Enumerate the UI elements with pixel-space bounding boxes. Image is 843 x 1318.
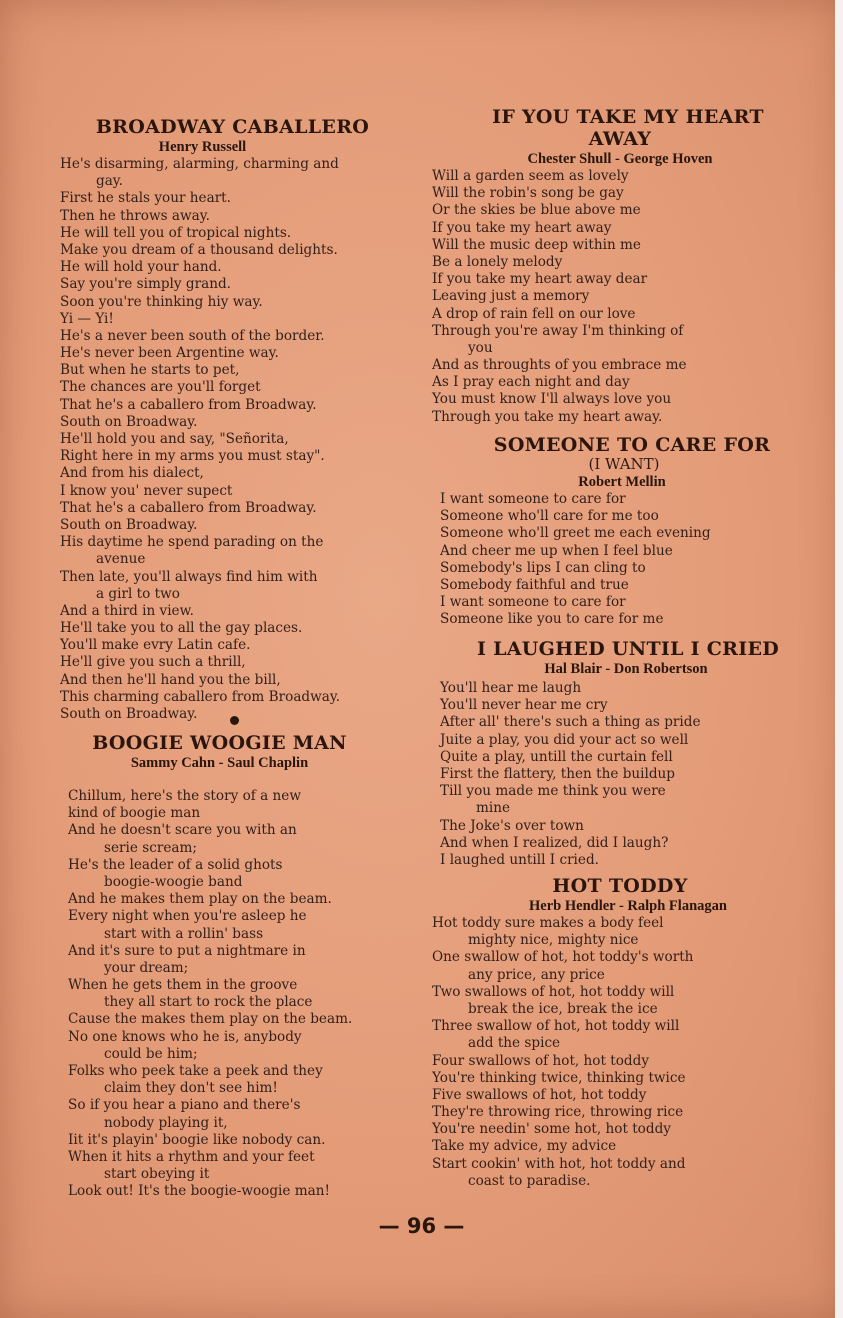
lyric-line: claim they don't see him!: [104, 1080, 278, 1097]
lyric-line: Chillum, here's the story of a new: [68, 788, 301, 804]
lyric-line: Cause the makes them play on the beam.: [68, 1011, 353, 1028]
lyric-line: I want someone to care for: [440, 594, 626, 611]
song-boogie-woogie-man: [62, 732, 407, 1201]
lyric-line: Through you take my heart away.: [432, 408, 663, 425]
lyrics-list: [432, 168, 832, 426]
lyric-line: Then late, you'll always find him with: [60, 568, 318, 585]
song-author: Sammy Cahn - Saul Chaplin: [130, 755, 309, 771]
lyric-line: That he's a caballero from Broadway.: [60, 396, 317, 413]
lyrics-list: [440, 680, 836, 869]
lyric-line: He's a never been south of the border.: [60, 327, 325, 344]
lyric-line: avenue: [96, 551, 146, 568]
lyric-line: Start cookin' with hot, hot toddy and: [432, 1155, 686, 1172]
lyric-line: nobody playing it,: [104, 1114, 228, 1131]
lyric-line: Iit it's playin' boogie like nobody can.: [68, 1131, 326, 1148]
lyric-line: South on Broadway.: [60, 706, 198, 722]
song-someone-to-care-for: [436, 434, 836, 629]
song-author: Henry Russell: [158, 139, 247, 155]
lyric-line: Quite a play, untill the curtain fell: [440, 748, 673, 765]
lyric-line: a girl to two: [96, 585, 180, 602]
lyric-line: Somebody's lips I can cling to: [440, 559, 646, 576]
lyric-line: He's the leader of a solid ghots: [68, 856, 283, 873]
lyric-line: Someone like you to care for me: [440, 611, 664, 628]
lyric-line: boogie-woogie band: [104, 873, 243, 890]
lyric-line: And when I realized, did I laugh?: [440, 834, 669, 851]
page-edge-strip: [835, 0, 843, 1318]
lyric-line: A drop of rain fell on our love: [432, 305, 636, 322]
lyric-line: Will the robin's song be gay: [432, 185, 624, 202]
lyric-line: serie scream;: [104, 839, 197, 856]
page-number: — 96 —: [378, 1214, 465, 1238]
lyric-line: So if you hear a piano and there's: [68, 1097, 301, 1114]
lyric-line: No one knows who he is, anybody: [68, 1028, 302, 1045]
lyrics-list: [432, 915, 832, 1190]
lyric-line: And from his dialect,: [60, 465, 204, 482]
lyric-line: Will the music deep within me: [432, 236, 641, 253]
lyric-line: Or the skies be blue above me: [432, 202, 641, 219]
lyric-line: The Joke's over town: [440, 817, 584, 834]
lyric-line: add the spice: [468, 1035, 561, 1052]
lyric-line: And then he'll hand you the bill,: [60, 671, 281, 688]
lyric-line: I laughed untill I cried.: [440, 851, 599, 868]
lyric-line: And he makes them play on the beam.: [68, 891, 332, 908]
lyric-line: you: [468, 339, 493, 356]
song-title: IF YOU TAKE MY HEART: [492, 106, 764, 128]
lyric-line: Will a garden seem as lovely: [432, 168, 629, 184]
lyric-line: He's disarming, alarming, charming and: [60, 156, 339, 172]
lyric-line: mighty nice, mighty nice: [468, 932, 639, 949]
song-author: Hal Blair - Don Robertson: [544, 661, 708, 677]
song-subtitle: (I WANT): [588, 455, 660, 473]
lyric-line: Hot toddy sure makes a body feel: [432, 915, 664, 931]
lyric-line: coast to paradise.: [468, 1172, 591, 1189]
lyric-line: South on Broadway.: [60, 516, 198, 533]
lyric-line: If you take my heart away: [432, 219, 612, 236]
lyric-line: He will tell you of tropical nights.: [60, 224, 292, 241]
lyric-line: When it hits a rhythm and your feet: [68, 1148, 315, 1165]
lyric-line: Two swallows of hot, hot toddy will: [432, 983, 675, 1000]
lyric-line: break the ice, break the ice: [468, 1000, 658, 1017]
song-title: BROADWAY CABALLERO: [95, 116, 370, 138]
lyric-line: any price, any price: [468, 966, 605, 983]
lyric-line: Take my advice, my advice: [432, 1138, 617, 1155]
lyrics-list: [68, 788, 407, 1201]
lyric-line: One swallow of hot, hot toddy's worth: [432, 949, 694, 966]
lyrics-list: [440, 491, 836, 629]
lyric-line: He'll take you to all the gay places.: [60, 620, 303, 637]
song-if-you-take-my-heart-away: [432, 106, 832, 426]
lyric-line: After all' there's such a thing as pride: [440, 714, 701, 731]
lyric-line: Through you're away I'm thinking of: [432, 322, 684, 339]
song-author: Robert Mellin: [578, 474, 666, 490]
lyric-line: Leaving just a memory: [432, 288, 590, 305]
lyric-line: They're throwing rice, throwing rice: [432, 1104, 684, 1121]
lyric-line: You'll hear me laugh: [440, 680, 582, 696]
lyric-line: And cheer me up when I feel blue: [440, 542, 673, 559]
lyric-line: could be him;: [104, 1045, 198, 1062]
lyric-line: And he doesn't scare you with an: [68, 822, 297, 839]
lyric-line: Someone who'll care for me too: [440, 508, 659, 525]
lyric-line: Folks who peek take a peek and they: [68, 1063, 323, 1079]
lyric-line: Juite a play, you did your act so well: [440, 731, 689, 748]
lyric-line: You must know I'll always love you: [432, 391, 672, 408]
lyric-line: He's never been Argentine way.: [60, 345, 279, 362]
lyric-line: Be a lonely melody: [432, 253, 563, 270]
lyric-line: Till you made me think you were: [440, 783, 666, 800]
lyric-line: Say you're simply grand.: [60, 276, 231, 293]
lyric-line: Look out! It's the boogie-woogie man!: [68, 1183, 330, 1200]
lyric-line: mine: [476, 800, 511, 817]
lyric-line: kind of boogie man: [68, 805, 201, 822]
lyric-line: And a third in view.: [60, 602, 194, 619]
lyric-line: He'll give you such a thrill,: [60, 654, 246, 671]
section-bullet: [230, 716, 239, 725]
lyric-line: You're needin' some hot, hot toddy: [432, 1121, 671, 1138]
lyric-line: You'll make evry Latin cafe.: [60, 637, 251, 654]
lyric-line: If you take my heart away dear: [432, 271, 648, 288]
lyric-line: gay.: [96, 173, 124, 190]
lyric-line: As I pray each night and day: [432, 374, 630, 391]
song-title: HOT TODDY: [552, 875, 688, 897]
song-author: Herb Hendler - Ralph Flanagan: [529, 898, 727, 914]
lyric-line: Then he throws away.: [60, 207, 210, 224]
song-title: SOMEONE TO CARE FOR: [493, 434, 771, 456]
lyric-line: First he stals your heart.: [60, 190, 231, 207]
lyric-line: Every night when you're asleep he: [68, 908, 307, 925]
lyric-line: Three swallow of hot, hot toddy will: [432, 1018, 680, 1035]
song-author: Chester Shull - George Hoven: [527, 151, 713, 167]
lyric-line: But when he starts to pet,: [60, 362, 240, 379]
lyric-line: start with a rollin' bass: [104, 925, 264, 942]
lyric-line: Make you dream of a thousand delights.: [60, 241, 338, 258]
song-title: BOOGIE WOOGIE MAN: [92, 732, 347, 754]
lyric-line: they all start to rock the place: [104, 994, 313, 1011]
lyric-line: And as throughts of you embrace me: [432, 357, 687, 374]
lyric-line: Five swallows of hot, hot toddy: [432, 1086, 647, 1103]
lyric-line: That he's a caballero from Broadway.: [60, 499, 317, 516]
lyric-line: The chances are you'll forget: [60, 379, 261, 396]
lyric-line: When he gets them in the groove: [68, 977, 298, 994]
lyric-line: He'll hold you and say, "Señorita,: [60, 431, 289, 447]
lyric-line: Soon you're thinking hiy way.: [60, 293, 263, 310]
lyric-line: He will hold your hand.: [60, 259, 222, 276]
lyric-line: His daytime he spend parading on the: [60, 534, 324, 551]
lyric-line: Someone who'll greet me each evening: [440, 525, 711, 542]
lyric-line: South on Broadway.: [60, 413, 198, 430]
lyric-line: You're thinking twice, thinking twice: [432, 1069, 686, 1086]
lyric-line: Somebody faithful and true: [440, 576, 629, 593]
song-hot-toddy: [432, 875, 832, 1190]
lyric-line: You'll never hear me cry: [440, 697, 608, 714]
song-title-continued: AWAY: [588, 128, 652, 150]
lyric-line: And it's sure to put a nightmare in: [68, 942, 306, 959]
lyric-line: start obeying it: [104, 1166, 210, 1183]
lyrics-list: [60, 156, 405, 723]
lyric-line: Four swallows of hot, hot toddy: [432, 1052, 650, 1069]
lyric-line: This charming caballero from Broadway.: [60, 688, 341, 705]
lyric-line: your dream;: [104, 959, 189, 976]
lyric-line: Yi — Yi!: [60, 310, 114, 327]
song-broadway-caballero: [60, 116, 405, 723]
song-title: I LAUGHED UNTIL I CRIED: [476, 638, 780, 660]
song-i-laughed-until-i-cried: [436, 638, 836, 869]
lyric-line: Right here in my arms you must stay".: [60, 448, 325, 465]
lyric-line: I want someone to care for: [440, 491, 626, 507]
lyric-line: I know you' never supect: [60, 482, 233, 499]
lyric-line: First the flattery, then the buildup: [440, 765, 676, 782]
